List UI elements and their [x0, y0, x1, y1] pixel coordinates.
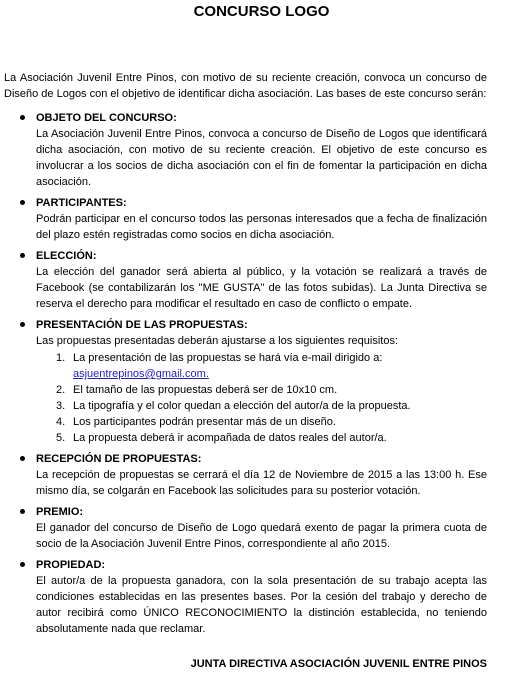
section-heading: PROPIEDAD: — [36, 559, 106, 571]
section-premio — [4, 504, 487, 552]
bullet-icon — [20, 562, 25, 567]
section-heading: PREMIO: — [36, 506, 84, 518]
section-heading: PARTICIPANTES: — [36, 197, 127, 209]
requirement-text: La propuesta deberá ir acompañada de datos reales del autor/a. — [73, 432, 387, 444]
section-participantes — [4, 195, 487, 243]
list-number: 3. — [56, 400, 66, 412]
bullet-icon — [20, 253, 25, 258]
section-heading: PRESENTACIÓN DE LAS PROPUESTAS: — [36, 319, 248, 331]
list-number: 2. — [56, 384, 66, 396]
bullet-icon — [20, 322, 25, 327]
list-item — [4, 398, 487, 414]
list-item — [4, 350, 487, 382]
requirement-text: El tamaño de las propuestas deberá ser de 10x10 cm. — [73, 384, 338, 396]
section-body: El autor/a de la propuesta ganadora, con la sola presentación de su trabajo acepta las condiciones establecidas en las presentes bases. Por la cesión del trabajo y derecho de autor recibirá como ÚNICO RECONOCIMIENTO la distinción establecida, no teniendo absolutamente nada que reclamar. — [36, 575, 487, 635]
requirement-text: Los participantes podrán presentar más de un diseño. — [73, 416, 336, 428]
signature: JUNTA DIRECTIVA ASOCIACIÓN JUVENIL ENTRE PINOS — [190, 658, 487, 670]
section-propiedad — [4, 557, 487, 637]
document-title: CONCURSO LOGO — [193, 3, 330, 20]
bullet-icon — [20, 200, 25, 205]
requirement-text: La presentación de las propuestas se hará vía e-mail dirigido a: — [73, 352, 383, 364]
section-heading: ELECCIÓN: — [36, 250, 97, 262]
bullet-icon — [20, 509, 25, 514]
section-eleccion — [4, 248, 487, 312]
list-number: 5. — [56, 432, 66, 444]
section-body: Podrán participar en el concurso todos las personas interesados que a fecha de finalización del plazo estén registradas como socios en dicha asociación. — [36, 213, 487, 241]
section-body: La elección del ganador será abierta al público, y la votación se realizará a través de Facebook (se contabilizarán los "ME GUSTA" de las fotos subidas). La Junta Directiva se reserva el derecho para modificar el resultado en caso de conflicto o empate. — [36, 266, 487, 310]
section-body: El ganador del concurso de Diseño de Logo quedará exento de pagar la primera cuota de socio de la Asociación Juvenil Entre Pinos, correspondiente al año 2015. — [36, 522, 487, 550]
list-item — [4, 382, 487, 398]
intro-paragraph: La Asociación Juvenil Entre Pinos, con motivo de su reciente creación, convoca un concurso de Diseño de Logos con el objetivo de identificar dicha asociación. Las bases de este concurso serán: — [4, 72, 487, 100]
list-item — [4, 430, 487, 446]
list-item — [4, 414, 487, 430]
section-objeto — [4, 110, 487, 190]
email-link[interactable]: asjuentrepinos@gmail.com. — [73, 368, 209, 380]
sections-list — [4, 110, 487, 637]
section-heading: OBJETO DEL CONCURSO: — [36, 112, 177, 124]
section-presentacion — [4, 317, 487, 446]
bullet-icon — [20, 456, 25, 461]
section-body: La recepción de propuestas se cerrará el día 12 de Noviembre de 2015 a las 13:00 h. Ese mismo día, se colgarán en Facebook las solicitudes para su posterior votación. — [36, 469, 487, 497]
requirements-list — [4, 350, 487, 446]
list-number: 1. — [56, 352, 66, 364]
section-recepcion — [4, 451, 487, 499]
requirement-text: La tipografía y el color quedan a elección del autor/a de la propuesta. — [73, 400, 411, 412]
list-number: 4. — [56, 416, 66, 428]
bullet-icon — [20, 115, 25, 120]
section-heading: RECEPCIÓN DE PROPUESTAS: — [36, 453, 202, 465]
section-body: La Asociación Juvenil Entre Pinos, convoca a concurso de Diseño de Logos que identificará dicha asociación, con motivo de su reciente creación. El objetivo de este concurso es involucrar a los socios de dicha asociación con el fin de fomentar la participación en dicha asociación. — [36, 128, 487, 188]
section-body: Las propuestas presentadas deberán ajustarse a los siguientes requisitos: — [36, 335, 399, 347]
